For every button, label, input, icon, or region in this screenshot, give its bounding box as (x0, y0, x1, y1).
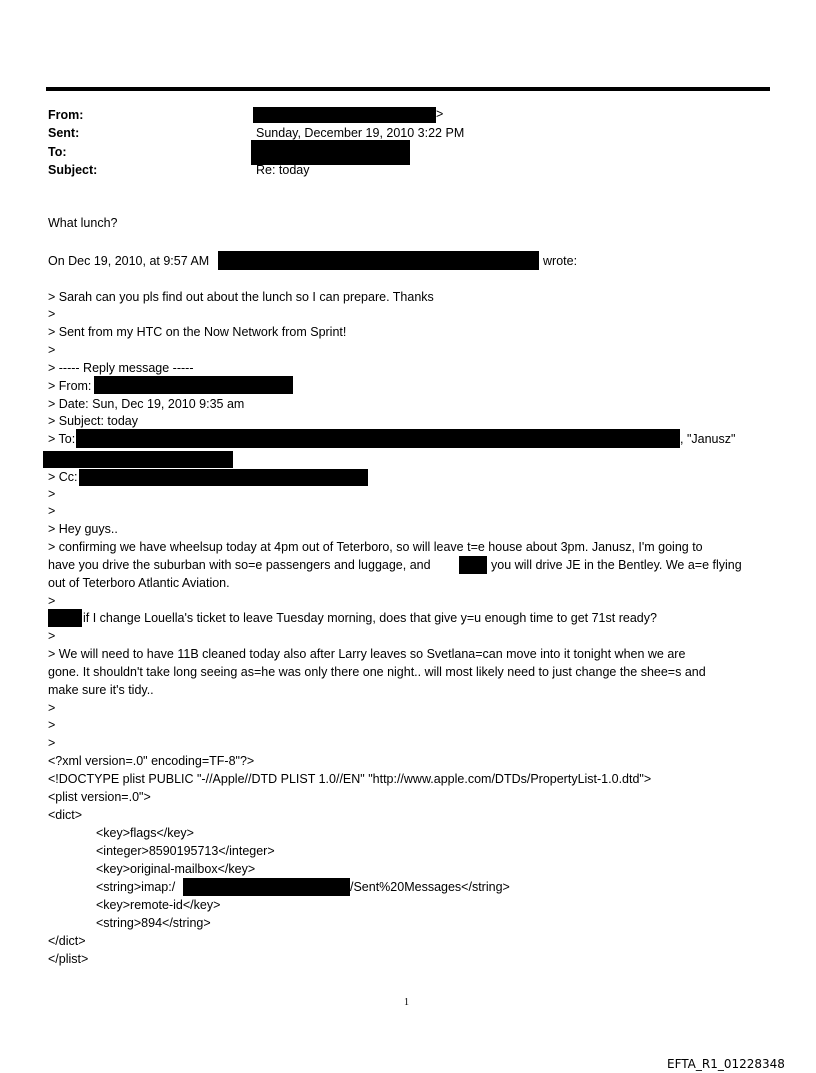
quote-line: > confirming we have wheelsup today at 4pm out of Teterboro, so will leave t=e house about 3pm. Janusz, I'm going to (48, 540, 703, 554)
quote-line: > ----- Reply message ----- (48, 361, 194, 375)
quote-line: make sure it's tidy.. (48, 683, 154, 697)
document-id: EFTA_R1_01228348 (667, 1057, 785, 1071)
redaction-from (253, 107, 436, 123)
quote-to-end: , "Janusz" (680, 432, 736, 446)
quote-line: > (48, 594, 56, 608)
header-rule (46, 87, 770, 91)
quote-line: > (48, 307, 56, 321)
xml-line: <?xml version=.0" encoding=TF-8"?> (48, 754, 255, 768)
subject-label: Subject: (48, 163, 98, 177)
redaction-quote-from (94, 376, 293, 394)
redaction-attribution (218, 251, 539, 270)
quote-line: > (48, 701, 56, 715)
xml-line: <!DOCTYPE plist PUBLIC "-//Apple//DTD PLIST 1.0//EN" "http://www.apple.com/DTDs/PropertyList-1.0.dtd"> (48, 772, 652, 786)
redaction-name-1 (459, 556, 487, 574)
sent-label: Sent: (48, 126, 80, 140)
quote-line: > (48, 718, 56, 732)
quote-line: gone. It shouldn't take long seeing as=he was only there one night.. will most likely need to just change the shee=s and (48, 665, 706, 679)
quote-line: out of Teterboro Atlantic Aviation. (48, 576, 230, 590)
quote-line: > (48, 629, 56, 643)
to-label: To: (48, 145, 67, 159)
quote-line: > (48, 736, 56, 750)
quote-line: > Subject: today (48, 414, 138, 428)
xml-line: <plist version=.0"> (48, 790, 151, 804)
quote-line: have you drive the suburban with so=e passengers and luggage, and (48, 558, 431, 572)
xml-line: <string>imap:/ (96, 880, 176, 894)
xml-line: <string>894</string> (96, 916, 211, 930)
reply-text: What lunch? (48, 216, 118, 230)
quote-line: > Hey guys.. (48, 522, 118, 536)
quote-line: you will drive JE in the Bentley. We a=e flying (491, 558, 742, 572)
sent-value: Sunday, December 19, 2010 3:22 PM (256, 126, 465, 140)
xml-line: /Sent%20Messages</string> (350, 880, 510, 894)
xml-line: </plist> (48, 952, 89, 966)
page-number: 1 (404, 997, 409, 1008)
xml-line: </dict> (48, 934, 86, 948)
quote-cc-label: > Cc: (48, 470, 78, 484)
xml-line: <key>original-mailbox</key> (96, 862, 256, 876)
quote-line: > We will need to have 11B cleaned today also after Larry leaves so Svetlana=can move into it tonight when we are (48, 647, 686, 661)
redaction-quote-cc (79, 469, 368, 486)
xml-line: <integer>8590195713</integer> (96, 844, 275, 858)
quote-line: > (48, 343, 56, 357)
quote-line: if I change Louella's ticket to leave Tuesday morning, does that give y=u enough time to get 71st ready? (83, 611, 657, 625)
quote-from-label: > From: (48, 379, 92, 393)
xml-line: <dict> (48, 808, 83, 822)
redaction-to (251, 140, 410, 165)
attribution-start: On Dec 19, 2010, at 9:57 AM (48, 254, 210, 268)
from-label: From: (48, 108, 84, 122)
quote-line: > (48, 487, 56, 501)
redaction-name-2 (48, 609, 82, 627)
xml-line: <key>remote-id</key> (96, 898, 221, 912)
from-suffix: > (436, 107, 444, 121)
quote-line: > Sarah can you pls find out about the lunch so I can prepare. Thanks (48, 290, 434, 304)
quote-line: > Date: Sun, Dec 19, 2010 9:35 am (48, 397, 245, 411)
subject-value: Re: today (256, 163, 310, 177)
quote-to-label: > To: (48, 432, 76, 446)
quote-line: > Sent from my HTC on the Now Network from Sprint! (48, 325, 347, 339)
xml-line: <key>flags</key> (96, 826, 194, 840)
redaction-quote-to (76, 429, 680, 448)
redaction-mailbox (183, 878, 350, 896)
redaction-quote-to-2 (43, 451, 233, 468)
quote-line: > (48, 504, 56, 518)
attribution-end: wrote: (543, 254, 578, 268)
